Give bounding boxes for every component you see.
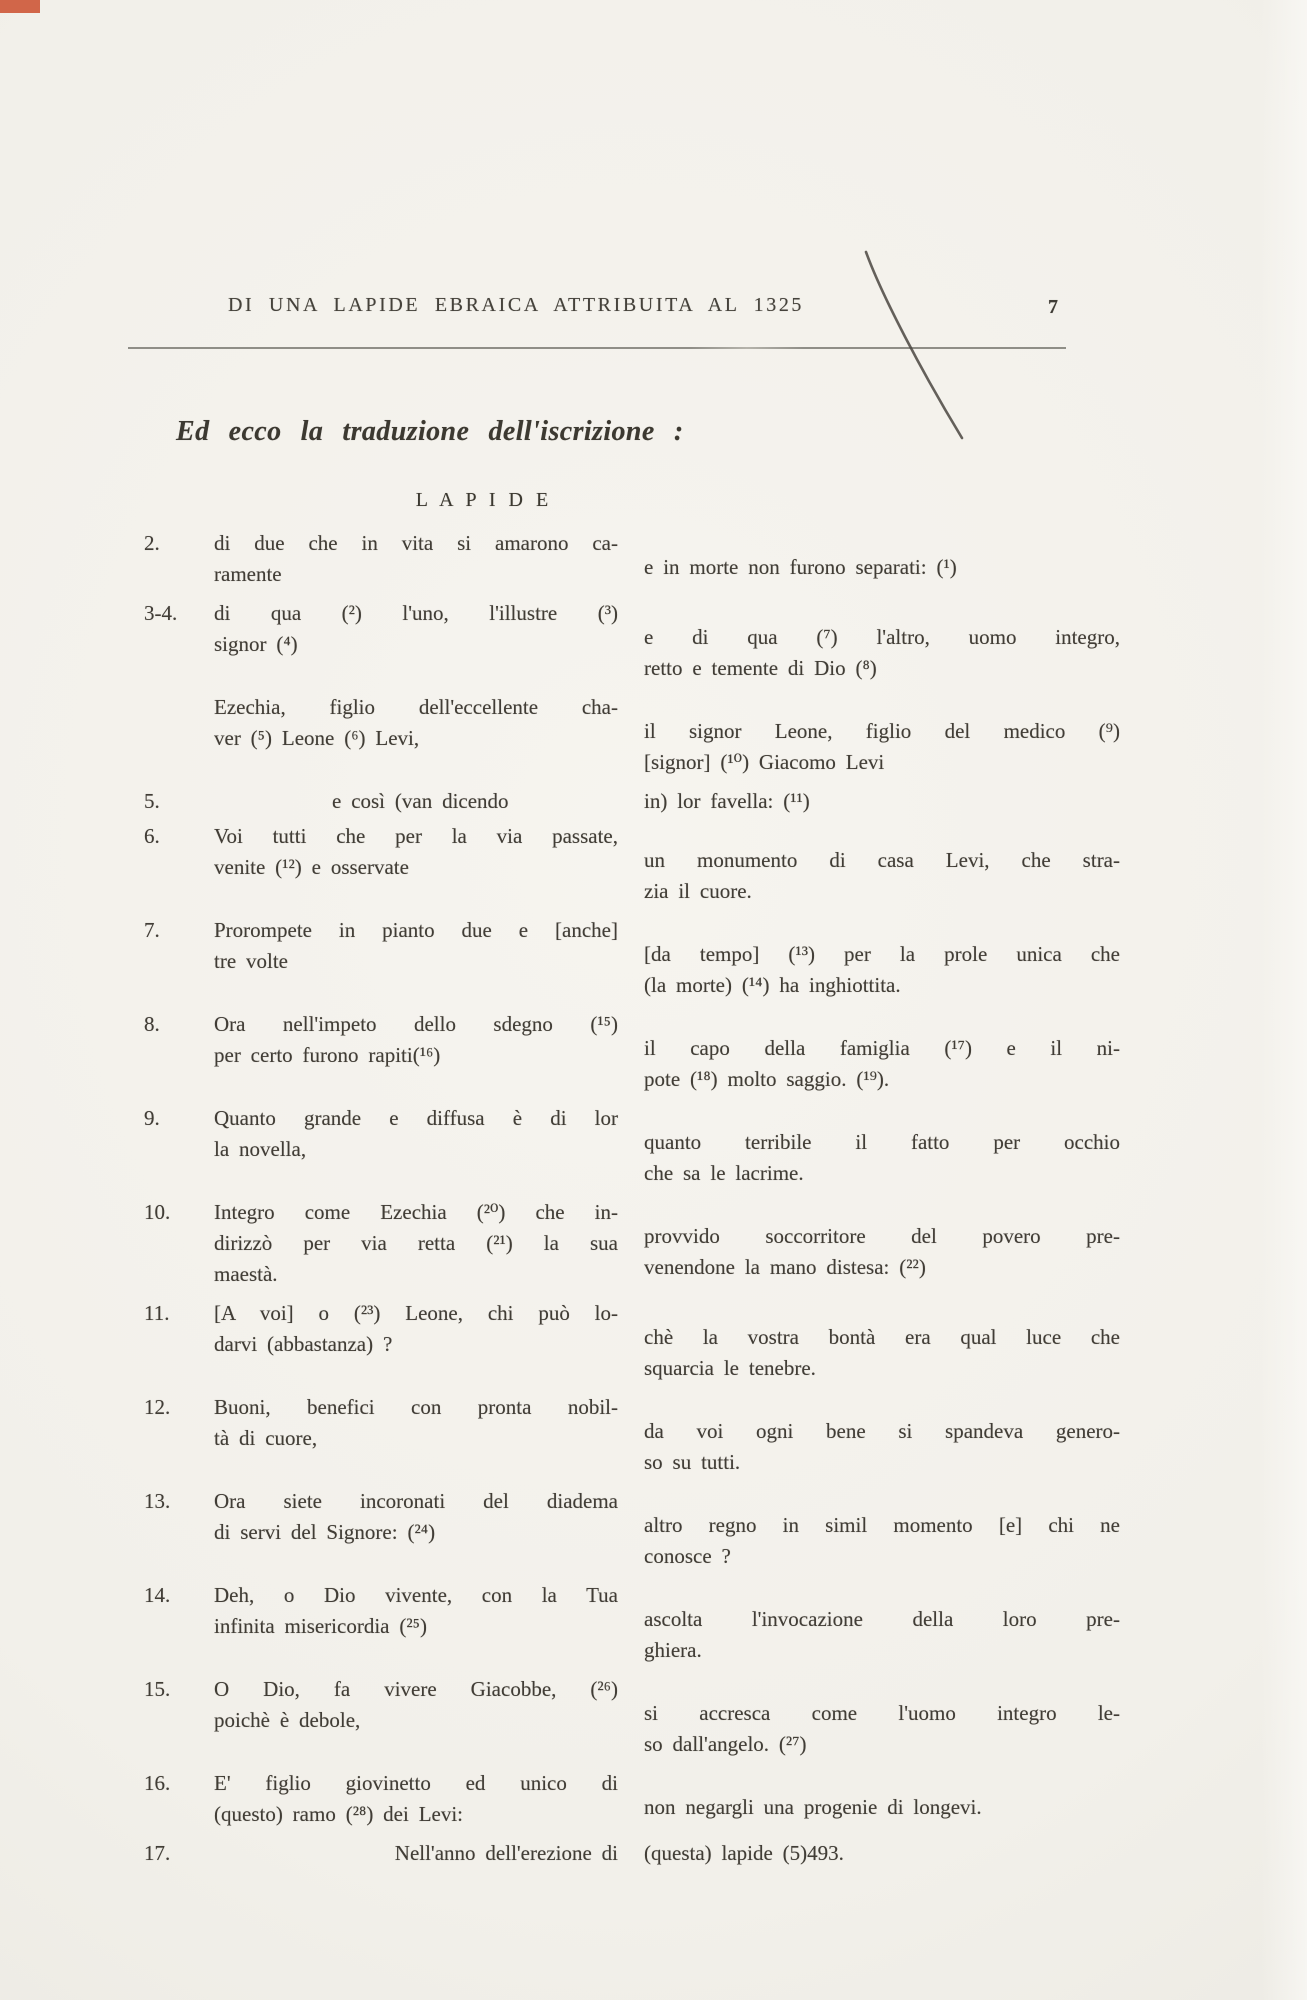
text-line: e in morte non furono separati: (¹) bbox=[644, 555, 957, 579]
text-line: si accresca come l'uomo integro le- bbox=[644, 1701, 1120, 1725]
text-line: pote (¹⁸) molto saggio. (¹⁹). bbox=[644, 1067, 890, 1091]
right-column-text bbox=[644, 1197, 1120, 1290]
text-line: la novella, bbox=[214, 1137, 307, 1161]
line-number: 11. bbox=[144, 1301, 170, 1325]
text-line: il capo della famiglia (¹⁷) e il ni- bbox=[644, 1036, 1120, 1060]
translation-row bbox=[128, 1103, 1120, 1189]
text-line: ver (⁵) Leone (⁶) Levi, bbox=[214, 726, 420, 750]
line-number: 12. bbox=[144, 1395, 171, 1419]
left-column-text bbox=[214, 915, 618, 1001]
text-line: Ora nell'impeto dello sdegno (¹⁵) bbox=[214, 1012, 618, 1036]
left-column-text bbox=[214, 1009, 618, 1095]
text-line: venite (¹²) e osservate bbox=[214, 855, 409, 879]
right-column-text bbox=[644, 1674, 1120, 1760]
line-number: 8. bbox=[144, 1012, 160, 1036]
running-header bbox=[228, 294, 804, 317]
text-line: Deh, o Dio vivente, con la Tua bbox=[214, 1583, 618, 1607]
text-line: squarcia le tenebre. bbox=[644, 1356, 816, 1380]
text-line: un monumento di casa Levi, che stra- bbox=[644, 848, 1120, 872]
text-line: E' figlio giovinetto ed unico di bbox=[214, 1771, 618, 1795]
line-number: 7. bbox=[144, 918, 160, 942]
translation-row bbox=[128, 528, 1120, 590]
text-line: il signor Leone, figlio del medico (⁹) bbox=[644, 719, 1120, 743]
left-column-text bbox=[214, 1103, 618, 1189]
text-line: Ora siete incoronati del diadema bbox=[214, 1489, 618, 1513]
text-line: Nell'anno dell'erezione di bbox=[394, 1841, 618, 1865]
text-line: ascolta l'invocazione della loro pre- bbox=[644, 1607, 1120, 1631]
translation-row bbox=[128, 786, 1120, 817]
translation-row bbox=[128, 821, 1120, 907]
text-line: in) lor favella: (¹¹) bbox=[644, 789, 810, 813]
left-column-text bbox=[214, 1768, 618, 1830]
text-line: Ezechia, figlio dell'eccellente cha- bbox=[214, 695, 618, 719]
text-line: Quanto grande e diffusa è di lor bbox=[214, 1106, 618, 1130]
translation-row bbox=[128, 692, 1120, 778]
left-column-text bbox=[214, 1486, 618, 1572]
translation-row bbox=[128, 1580, 1120, 1666]
line-number: 16. bbox=[144, 1771, 171, 1795]
right-column-text bbox=[644, 598, 1120, 684]
left-column-text bbox=[214, 1838, 618, 1869]
left-column-text bbox=[214, 692, 618, 778]
right-column-text bbox=[644, 1103, 1120, 1189]
line-number bbox=[128, 692, 192, 778]
text-line: venendone la mano distesa: (²²) bbox=[644, 1255, 926, 1279]
translation-row bbox=[128, 1298, 1120, 1384]
line-number: 3-4. bbox=[144, 601, 178, 625]
text-line: conosce ? bbox=[644, 1544, 731, 1568]
text-line: dirizzò per via retta (²¹) la sua bbox=[214, 1231, 618, 1255]
text-line: e così (van dicendo bbox=[332, 789, 509, 813]
line-number: 10. bbox=[144, 1200, 171, 1224]
translation-row bbox=[128, 1009, 1120, 1095]
translation-row bbox=[128, 1486, 1120, 1572]
text-line: ghiera. bbox=[644, 1638, 702, 1662]
text-line: chè la vostra bontà era qual luce che bbox=[644, 1325, 1120, 1349]
left-column-text bbox=[214, 1580, 618, 1666]
text-line: [signor] (¹⁰) Giacomo Levi bbox=[644, 750, 885, 774]
translation-row bbox=[128, 1838, 1120, 1869]
text-line: (questo) ramo (²⁸) dei Levi: bbox=[214, 1802, 464, 1826]
left-column-text bbox=[214, 1298, 618, 1384]
text-line: so dall'angelo. (²⁷) bbox=[644, 1732, 807, 1756]
translation-row bbox=[128, 1768, 1120, 1830]
right-column-text bbox=[644, 1298, 1120, 1384]
text-line: per certo furono rapiti(¹⁶) bbox=[214, 1043, 441, 1067]
text-line: [A voi] o (²³) Leone, chi può lo- bbox=[214, 1301, 618, 1325]
left-column-text bbox=[214, 786, 618, 817]
text-line: tre volte bbox=[214, 949, 289, 973]
text-line: altro regno in simil momento [e] chi ne bbox=[644, 1513, 1120, 1537]
left-column-text bbox=[214, 598, 618, 684]
text-line: so su tutti. bbox=[644, 1450, 741, 1474]
right-column-text bbox=[644, 1838, 1120, 1869]
running-header-year: 1325 bbox=[753, 294, 805, 316]
text-line: di qua (²) l'uno, l'illustre (³) bbox=[214, 601, 618, 625]
translation-row bbox=[128, 1392, 1120, 1478]
translation-row bbox=[128, 1197, 1120, 1290]
header-rule bbox=[128, 347, 1066, 349]
text-line: tà di cuore, bbox=[214, 1426, 318, 1450]
right-column-text bbox=[644, 1768, 1120, 1830]
text-line: provvido soccorritore del povero pre- bbox=[644, 1224, 1120, 1248]
running-header-title: DI UNA LAPIDE EBRAICA ATTRIBUITA AL bbox=[228, 294, 740, 316]
page-number: 7 bbox=[1048, 296, 1058, 318]
left-column-text bbox=[214, 528, 618, 590]
left-column-text bbox=[214, 1392, 618, 1478]
text-line: poichè è debole, bbox=[214, 1708, 361, 1732]
right-column-text bbox=[644, 821, 1120, 907]
line-number: 5. bbox=[144, 789, 160, 813]
line-number: 17. bbox=[144, 1841, 171, 1865]
text-line: retto e temente di Dio (⁸) bbox=[644, 656, 877, 680]
text-line: Voi tutti che per la via passate, bbox=[214, 824, 618, 848]
translation-row bbox=[128, 598, 1120, 684]
intro-line: Ed ecco la traduzione dell'iscrizione : bbox=[176, 416, 684, 447]
text-line: da voi ogni bene si spandeva genero- bbox=[644, 1419, 1120, 1443]
right-column-text bbox=[644, 1392, 1120, 1478]
text-line: (la morte) (¹⁴) ha inghiottita. bbox=[644, 973, 901, 997]
text-line: darvi (abbastanza) ? bbox=[214, 1332, 393, 1356]
right-column-text bbox=[644, 786, 1120, 817]
line-number: 15. bbox=[144, 1677, 171, 1701]
text-line: Integro come Ezechia (²⁰) che in- bbox=[214, 1200, 618, 1224]
line-number: 13. bbox=[144, 1489, 171, 1513]
left-column-text bbox=[214, 1197, 618, 1290]
text-line: maestà. bbox=[214, 1262, 278, 1286]
text-line: zia il cuore. bbox=[644, 879, 752, 903]
text-line: O Dio, fa vivere Giacobbe, (²⁶) bbox=[214, 1677, 618, 1701]
right-column-text bbox=[644, 1486, 1120, 1572]
text-line: (questa) lapide (5)493. bbox=[644, 1841, 844, 1865]
text-line: e di qua (⁷) l'altro, uomo integro, bbox=[644, 625, 1120, 649]
right-column-text bbox=[644, 1009, 1120, 1095]
text-line: non negargli una progenie di longevi. bbox=[644, 1795, 982, 1819]
text-line: Prorompete in pianto due e [anche] bbox=[214, 918, 618, 942]
text-line: [da tempo] (¹³) per la prole unica che bbox=[644, 942, 1120, 966]
text-line: Buoni, benefici con pronta nobil- bbox=[214, 1395, 618, 1419]
section-title: L A P I D E bbox=[415, 489, 553, 511]
text-line: signor (⁴) bbox=[214, 632, 298, 656]
pen-stroke-mark bbox=[838, 234, 998, 454]
line-number: 9. bbox=[144, 1106, 160, 1130]
line-number: 14. bbox=[144, 1583, 171, 1607]
text-line: di due che in vita si amarono ca- bbox=[214, 531, 618, 555]
line-number: 6. bbox=[144, 824, 160, 848]
right-column-text bbox=[644, 528, 1120, 590]
translation-rows bbox=[128, 528, 1120, 1873]
right-column-text bbox=[644, 692, 1120, 778]
text-line: di servi del Signore: (²⁴) bbox=[214, 1520, 436, 1544]
text-line: quanto terribile il fatto per occhio bbox=[644, 1130, 1120, 1154]
left-column-text bbox=[214, 1674, 618, 1760]
text-line: che sa le lacrime. bbox=[644, 1161, 804, 1185]
right-column-text bbox=[644, 1580, 1120, 1666]
red-corner-mark bbox=[0, 0, 40, 13]
translation-row bbox=[128, 1674, 1120, 1760]
text-line: ramente bbox=[214, 562, 282, 586]
line-number: 2. bbox=[144, 531, 160, 555]
right-column-text bbox=[644, 915, 1120, 1001]
translation-row bbox=[128, 915, 1120, 1001]
left-column-text bbox=[214, 821, 618, 907]
text-line: infinita misericordia (²⁵) bbox=[214, 1614, 427, 1638]
